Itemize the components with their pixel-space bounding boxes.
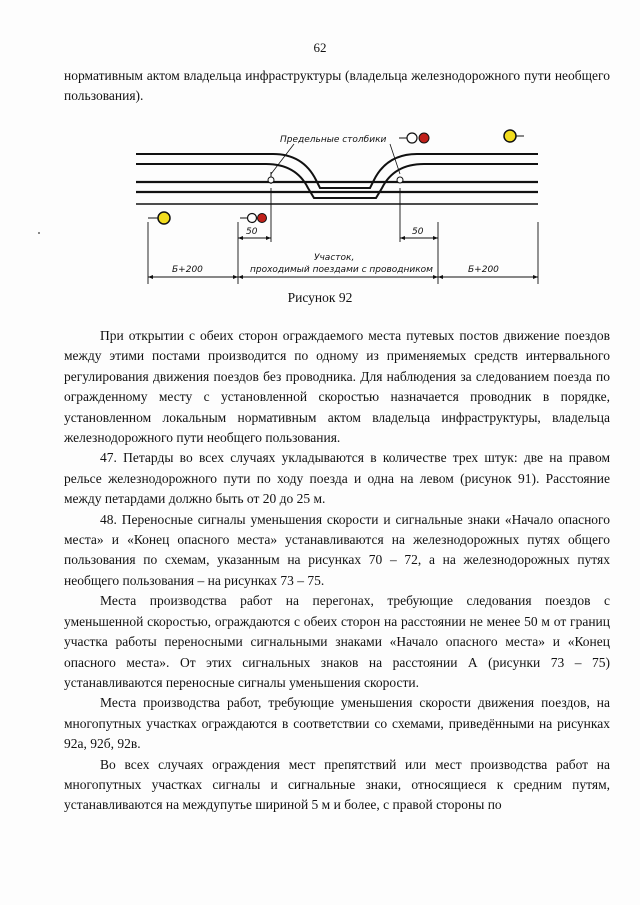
left-limit-post-icon xyxy=(268,177,274,183)
track-diagram xyxy=(128,122,548,287)
top-signal xyxy=(399,133,429,143)
paragraph: При открытии с обеих сторон ограждаемого места путевых постов движение поездов между этими постами производится по одному из применяемых средств интервального регулирования движения поездов без проводника. Для наблюдения за следованием поезда по огражденному месту с установленной скоростью назначается проводник в порядке, установленном локальным нормативным актом владельца инфраструктуры, владельца железнодорожного пути необщего пользования. xyxy=(64,328,610,446)
right-limit-post-icon xyxy=(397,177,403,183)
bottom-signal-white-icon xyxy=(248,214,257,223)
figure-caption: Рисунок 92 xyxy=(287,290,353,305)
left-yellow-signal-icon xyxy=(158,212,170,224)
left-yellow-signal xyxy=(148,212,170,224)
section-label-line2: проходимый поездами с проводником xyxy=(250,265,433,275)
b200-left-label: Б+200 xyxy=(172,265,203,275)
paragraph: 47. Петарды во всех случаях укладываются в количестве трех штук: две на правом рельсе железнодорожного пути по ходу поезда и одна на левом (рисунок 91). Расстояние между петардами должно быть от 20 до 25 м. xyxy=(64,450,610,507)
intro-paragraph xyxy=(64,66,610,107)
limit-posts xyxy=(268,144,403,184)
track-lines xyxy=(136,154,538,204)
right-yellow-signal xyxy=(504,130,524,142)
top-signal-white-icon xyxy=(407,133,417,143)
bottom-signal-red-icon xyxy=(258,214,267,223)
scan-mark xyxy=(38,232,40,234)
paragraph: Во всех случаях ограждения мест препятствий или мест производства работ на многопутных участках сигналы и сигнальные знаки, относящиеся к средним путям, устанавливаются на междупутье шириной 5 м и более, с правой стороны по xyxy=(64,756,610,813)
right-yellow-signal-icon xyxy=(504,130,516,142)
paragraph: Места производства работ на перегонах, требующие следования поездов с уменьшенной скоростью, ограждаются с обеих сторон на расстоянии не менее 50 м от границ участка работы переносными сигнальными знаками «Начало опасного места» и «Конец опасного места». От этих сигнальных знаков на расстоянии А (рисунки 73 – 75) устанавливаются переносные сигналы уменьшения скорости. xyxy=(64,593,610,690)
paragraph: 48. Переносные сигналы уменьшения скорости и сигнальные знаки «Начало опасного места» и «Конец опасного места» устанавливаются на железнодорожных путях общего пользования по схемам, указанным на рисунках 70 – 72, а на железнодорожных путях необщего пользования – на рисунках 73 – 75. xyxy=(64,511,610,588)
section-label-line1: Участок, xyxy=(314,253,355,263)
distance-left-label: 50 xyxy=(246,227,258,237)
intro-text: нормативным актом владельца инфраструктуры (владельца железнодорожного пути необщего пользования). xyxy=(64,68,610,104)
track-diagram-figure xyxy=(128,122,548,287)
b200-right-label: Б+200 xyxy=(468,265,499,275)
top-signal-red-icon xyxy=(419,133,429,143)
limit-posts-label: Предельные столбики xyxy=(280,135,387,145)
paragraph: Места производства работ, требующие уменьшения скорости движения поездов, на многопутных участках ограждаются в соответствии со схемами, приведёнными на рисунках 92а, 92б, 92в. xyxy=(64,695,610,752)
body-text xyxy=(64,326,610,816)
distance-right-label: 50 xyxy=(412,227,424,237)
bottom-signal xyxy=(240,214,267,223)
page-number: 62 xyxy=(313,40,327,55)
